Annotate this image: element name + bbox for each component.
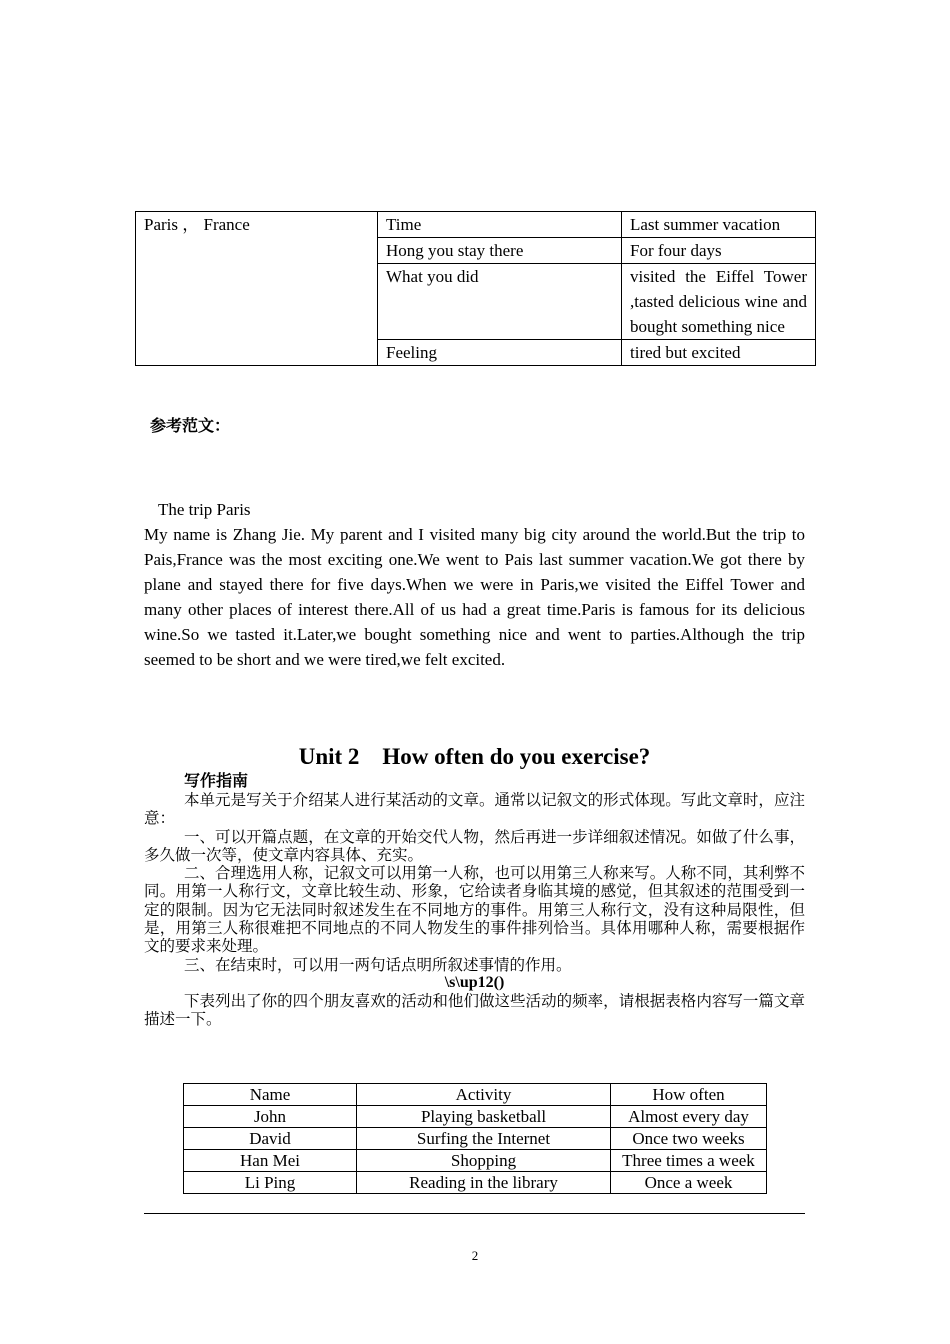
table-cell: Surfing the Internet — [357, 1128, 611, 1150]
table-cell: David — [184, 1128, 357, 1150]
column-header: Activity — [357, 1084, 611, 1106]
activity-table — [183, 1083, 767, 1194]
place-cell: Paris ， France — [136, 212, 378, 366]
row-value: For four days — [622, 238, 816, 264]
column-header: How often — [611, 1084, 767, 1106]
table-cell: Once two weeks — [611, 1128, 767, 1150]
table-cell: Once a week — [611, 1172, 767, 1194]
row-label: Hong you stay there — [378, 238, 622, 264]
column-header: Name — [184, 1084, 357, 1106]
table-row — [184, 1128, 767, 1150]
footer-divider — [144, 1213, 805, 1214]
row-label: What you did — [378, 264, 622, 340]
guide-paragraph: 一、可以开篇点题，在文章的开始交代人物，然后再进一步详细叙述情况。如做了什么事，多久做一次等，使文章内容具体、充实。 — [144, 827, 805, 864]
table-cell: Reading in the library — [357, 1172, 611, 1194]
table-cell: Three times a week — [611, 1150, 767, 1172]
table-row — [184, 1106, 767, 1128]
table-cell: Playing basketball — [357, 1106, 611, 1128]
table-row — [136, 212, 816, 238]
guide-paragraph: 二、合理选用人称，记叙文可以用第一人称，也可以用第三人称来写。人称不同，其利弊不同。用第一人称行文，文章比较生动、形象，它给读者身临其境的感觉，但其叙述的范围受到一定的限制。因为它无法同时叙述发生在不同地方的事件。用第三人称行文，没有这种局限性，但是，用第三人称很难把不同地点的不同人物发生的事件排列恰当。具体用哪种人称，需要根据作文的要求来处理。 — [144, 864, 805, 956]
essay-title: The trip Paris — [158, 500, 251, 519]
table-cell: Li Ping — [184, 1172, 357, 1194]
guide-paragraph: 本单元是写关于介绍某人进行某活动的文章。通常以记叙文的形式体现。写此文章时，应注意： — [144, 791, 805, 828]
sample-essay — [144, 497, 805, 672]
essay-body: My name is Zhang Jie. My parent and I visited many big city around the world.But the trip to Pais,France was the most exciting one.We went to Pais last summer vacation.We got there by plane and stayed there for five days.When we were in Paris,we visited the Eiffel Tower and many other places of interest there.All of us had a great time.Paris is famous for its delicious wine.So we tasted it.Later,we bought something nice and went to parties.Although the trip seemed to be short and we were tired,we felt excited. — [144, 525, 805, 669]
table-header-row — [184, 1084, 767, 1106]
row-label: Feeling — [378, 340, 622, 366]
writing-guide — [144, 770, 805, 1029]
row-value: visited the Eiffel Tower ,tasted delicious wine and bought something nice — [622, 264, 816, 340]
table-cell: Han Mei — [184, 1150, 357, 1172]
row-label: Time — [378, 212, 622, 238]
trip-info-table — [135, 211, 816, 366]
row-value: tired but excited — [622, 340, 816, 366]
guide-paragraph: 三、在结束时，可以用一两句话点明所叙述事情的作用。 — [184, 955, 572, 974]
unit-title: Unit 2 How often do you exercise? — [298, 744, 651, 769]
table-cell: Shopping — [357, 1150, 611, 1172]
page-number: 2 — [471, 1248, 479, 1263]
guide-heading: 写作指南 — [184, 771, 249, 790]
row-value: Last summer vacation — [622, 212, 816, 238]
table-row — [184, 1150, 767, 1172]
task-instruction: 下表列出了你的四个朋友喜欢的活动和他们做这些活动的频率，请根据表格内容写一篇文章描述一下。 — [144, 991, 805, 1029]
field-code: \s\up12() — [444, 973, 505, 991]
table-cell: John — [184, 1106, 357, 1128]
table-cell: Almost every day — [611, 1106, 767, 1128]
table-row — [184, 1172, 767, 1194]
reference-heading: 参考范文： — [150, 416, 231, 435]
